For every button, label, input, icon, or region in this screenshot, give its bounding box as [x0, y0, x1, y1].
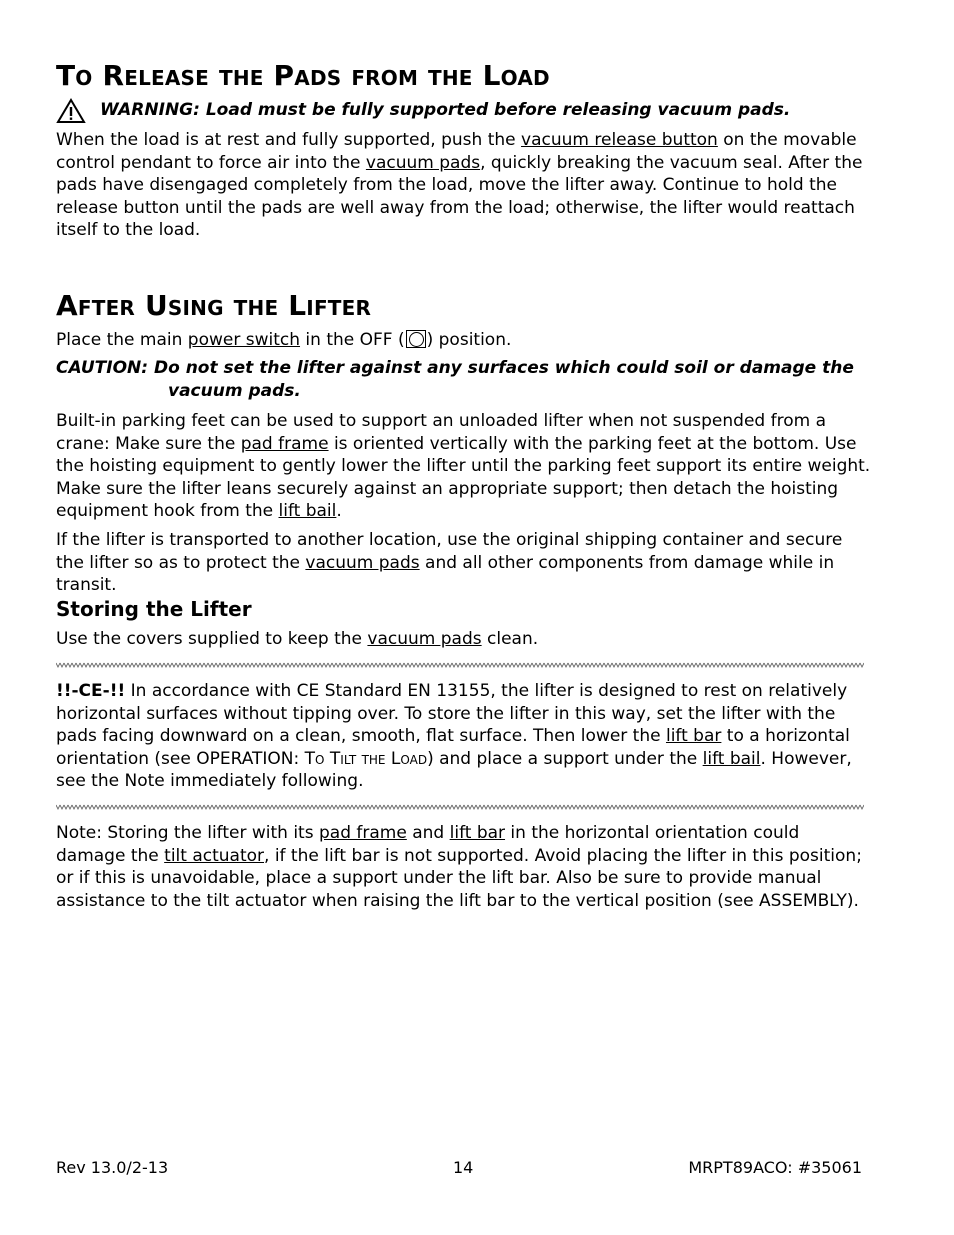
caution-text [56, 357, 866, 403]
text-segment: and all other components from damage while in transit. [56, 552, 835, 595]
footer-revision: Rev 13.0/2-13 [56, 1158, 169, 1177]
text-segment: is oriented vertically with the parking feet at the bottom. Use the hoisting equipment to gently lower the lifter until the parking feet support its entire weight. Make sure the lifter leans securely against an appropriate support; then detach the hoisting equipment hook from the [56, 433, 871, 521]
heading-storing: Storing the Lifter [56, 597, 252, 621]
power-switch-link: power switch [187, 330, 301, 350]
caution-line-2: vacuum pads. [168, 381, 301, 401]
text-segment: in the horizontal orientation could damage the [56, 823, 800, 866]
parking-feet-paragraph [56, 410, 871, 523]
footer-document-id: MRPT89ACO: #35061 [688, 1158, 862, 1177]
power-switch-paragraph [56, 329, 871, 352]
release-paragraph [56, 129, 871, 242]
warning-row [56, 98, 866, 124]
text-segment: To Tilt the Load [304, 748, 428, 769]
text-segment: . [336, 501, 342, 521]
text-segment: In accordance with CE Standard EN 13155, the lifter is designed to rest on relatively horizontal surfaces without tipping over. To store the lifter in this way, set the lifter with the pads facing downward on a clean, smooth, flat surface. Then lower the [56, 681, 848, 746]
caution-line-1: CAUTION: Do not set the lifter against any surfaces which could soil or damage the [56, 358, 854, 378]
underlined-term: lift bar [665, 726, 722, 746]
underlined-term: tilt actuator [164, 845, 265, 866]
power-mid: in the OFF ( [300, 330, 405, 350]
ce-paragraph [56, 680, 871, 793]
underlined-term: vacuum pads [365, 152, 481, 173]
underlined-term: pad frame [240, 433, 329, 454]
underlined-term: vacuum pads [305, 552, 420, 573]
separator-line [56, 804, 864, 810]
separator-line [56, 662, 864, 668]
heading-after-using: After Using the Lifter [56, 289, 372, 322]
text-segment: to a horizontal orientation (see OPERATION: [56, 726, 850, 769]
text-segment: , quickly breaking the vacuum seal. After the pads have disengaged completely from the load, move the lifter away. Continue to hold the release button until the pads are well away from the load; otherwise, the lifter would reattach itself to the load. [56, 152, 863, 240]
text-segment: clean. [481, 629, 539, 649]
footer-page-number: 14 [453, 1158, 474, 1177]
underlined-term: lift bail [702, 748, 761, 769]
power-suffix: ) position. [426, 330, 512, 350]
note-paragraph [56, 822, 871, 912]
text-segment: !!-CE-!! [56, 681, 126, 701]
underlined-term: pad frame [319, 823, 407, 843]
text-segment: , if the lift bar is not supported. Avoid placing the lifter in this position; or if this is unavoidable, place a support under the lift bar. Also be sure to provide manual assistance to the tilt actuator when raising the lift bar to the vertical position (see ASSEMBLY). [56, 845, 862, 911]
text-segment: When the load is at rest and fully supported, push the [56, 130, 522, 150]
transport-paragraph [56, 529, 871, 597]
covers-paragraph [56, 628, 871, 651]
underlined-term: lift bail [278, 501, 337, 521]
text-segment: Built-in parking feet can be used to support an unloaded lifter when not suspended from a crane: Make sure the [56, 411, 826, 454]
underlined-term: lift bar [449, 823, 506, 843]
text-segment: ) and place a support under the [427, 748, 703, 769]
warning-text: WARNING: Load must be fully supported before releasing vacuum pads. [100, 100, 791, 120]
underlined-term: vacuum pads [367, 629, 482, 649]
heading-release-pads: To Release the Pads from the Load [56, 59, 550, 92]
power-prefix: Place the main [56, 330, 188, 350]
text-segment: . However, see the Note immediately following. [56, 748, 852, 791]
text-segment: and [406, 823, 450, 843]
text-segment: on the movable control pendant to force air into the [56, 130, 857, 173]
underlined-term: vacuum release button [521, 130, 718, 150]
text-segment: Use the covers supplied to keep the [56, 629, 368, 649]
off-symbol-icon [406, 330, 426, 348]
text-segment: Note: Storing the lifter with its [56, 823, 319, 843]
text-segment: If the lifter is transported to another location, use the original shipping container and secure the lifter so as to protect the [56, 530, 843, 573]
warning-triangle-icon [56, 98, 86, 124]
